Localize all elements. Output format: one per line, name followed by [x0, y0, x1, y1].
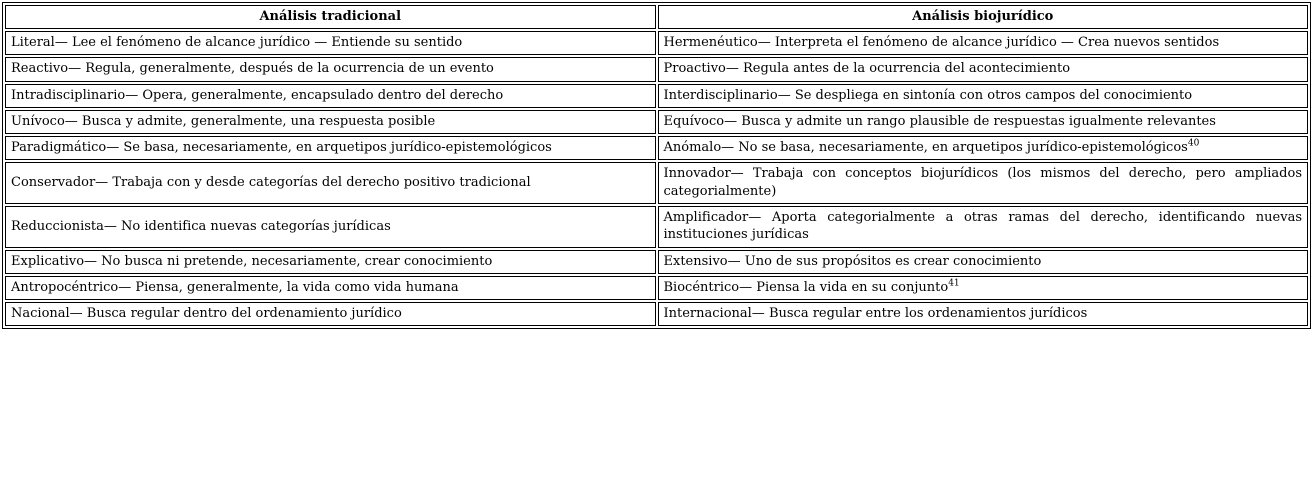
cell-analisis-biojuridico: Equívoco— Busca y admite un rango plausible de respuestas igualmente relevantes: [658, 110, 1309, 134]
column-header-analisis-tradicional: Análisis tradicional: [5, 5, 656, 29]
table-row: [5, 110, 1308, 134]
table-row: [5, 84, 1308, 108]
table-row: [5, 276, 1308, 300]
cell-text: Anómalo— No se basa, necesariamente, en arquetipos jurídico-epistemológicos: [663, 140, 1188, 156]
cell-analisis-tradicional: Reactivo— Regula, generalmente, después de la ocurrencia de un evento: [5, 57, 656, 81]
cell-analisis-biojuridico: Hermenéutico— Interpreta el fenómeno de alcance jurídico — Crea nuevos sentidos: [658, 31, 1309, 55]
cell-analisis-biojuridico: Innovador— Trabaja con conceptos biojurídicos (los mismos del derecho, pero ampliados categorialmente): [658, 162, 1309, 204]
cell-analisis-tradicional: Literal— Lee el fenómeno de alcance jurídico — Entiende su sentido: [5, 31, 656, 55]
header-row: [5, 5, 1308, 29]
cell-analisis-tradicional: Intradisciplinario— Opera, generalmente, encapsulado dentro del derecho: [5, 84, 656, 108]
cell-analisis-biojuridico: Proactivo— Regula antes de la ocurrencia del acontecimiento: [658, 57, 1309, 81]
table-row: [5, 250, 1308, 274]
cell-analisis-biojuridico: Internacional— Busca regular entre los ordenamientos jurídicos: [658, 302, 1309, 326]
cell-analisis-biojuridico: [658, 136, 1309, 160]
cell-analisis-tradicional: Antropocéntrico— Piensa, generalmente, la vida como vida humana: [5, 276, 656, 300]
footnote-reference-40: 40: [1187, 138, 1200, 149]
cell-analisis-biojuridico: Extensivo— Uno de sus propósitos es crear conocimiento: [658, 250, 1309, 274]
cell-analisis-tradicional: Nacional— Busca regular dentro del ordenamiento jurídico: [5, 302, 656, 326]
cell-analisis-tradicional: Reduccionista— No identifica nuevas categorías jurídicas: [5, 206, 656, 248]
table-row: [5, 206, 1308, 248]
cell-analisis-biojuridico: Amplificador— Aporta categorialmente a otras ramas del derecho, identificando nuevas instituciones jurídicas: [658, 206, 1309, 248]
cell-analisis-tradicional: Unívoco— Busca y admite, generalmente, una respuesta posible: [5, 110, 656, 134]
table-row: [5, 162, 1308, 204]
cell-analisis-tradicional: Conservador— Trabaja con y desde categorías del derecho positivo tradicional: [5, 162, 656, 204]
table-row: [5, 136, 1308, 160]
cell-analisis-biojuridico: Interdisciplinario— Se despliega en sintonía con otros campos del conocimiento: [658, 84, 1309, 108]
footnote-reference-41: 41: [948, 278, 960, 289]
cell-text: Biocéntrico— Piensa la vida en su conjunto: [663, 279, 949, 295]
table-row: [5, 31, 1308, 55]
cell-analisis-tradicional: Paradigmático— Se basa, necesariamente, en arquetipos jurídico-epistemológicos: [5, 136, 656, 160]
table-row: [5, 302, 1308, 326]
column-header-analisis-biojuridico: Análisis biojurídico: [658, 5, 1309, 29]
cell-analisis-tradicional: Explicativo— No busca ni pretende, necesariamente, crear conocimiento: [5, 250, 656, 274]
table-row: [5, 57, 1308, 81]
comparison-table: [2, 2, 1311, 329]
cell-analisis-biojuridico: [658, 276, 1309, 300]
